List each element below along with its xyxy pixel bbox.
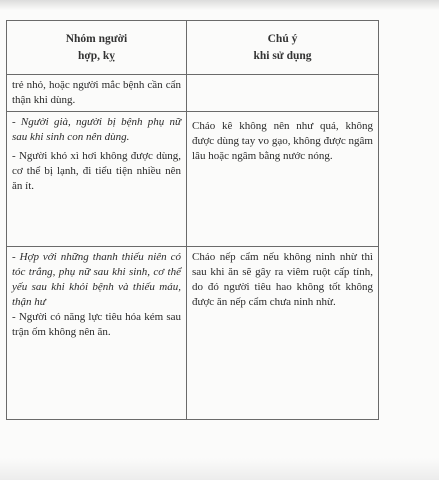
header-group-line1: Nhóm người: [65, 33, 128, 45]
usage-table: [6, 20, 379, 420]
table-row: [7, 75, 379, 112]
header-row: [7, 21, 379, 75]
cell-text: Cháo nếp cẩm nếu không ninh nhừ thì sau khi ăn sẽ gây ra viêm ruột cấp tính, do đó người tiêu hao không tốt không được ăn nếp cẩm chưa ninh nhừ.: [192, 251, 373, 308]
cell-notes: [187, 112, 379, 247]
cell-text: - Người có năng lực tiêu hóa kém sau trận ốm không nên ăn.: [12, 311, 181, 338]
cell-notes: [187, 75, 379, 112]
header-group: [7, 21, 187, 75]
cell-text: trẻ nhỏ, hoặc người mắc bệnh cần cẩn thận khi dùng.: [12, 79, 181, 106]
header-group-line2: hợp, kỵ: [77, 50, 116, 62]
header-notes-line1: Chú ý: [267, 33, 298, 45]
header-notes-line2: khi sử dụng: [253, 50, 312, 62]
cell-text: - Người già, người bị bệnh phụ nữ sau khi sinh con nên dùng.: [12, 116, 181, 143]
header-notes: [187, 21, 379, 75]
cell-group: [7, 247, 187, 420]
cell-notes: [187, 247, 379, 420]
cell-group: [7, 112, 187, 247]
page-bottom-edge: [0, 458, 439, 480]
cell-text: - Hợp với những thanh thiếu niên có tóc trắng, phụ nữ sau khi sinh, cơ thể yếu sau khi khỏi bệnh và thiếu máu, thận hư: [12, 251, 181, 308]
page-top-edge: [0, 0, 439, 10]
cell-text: - Người khó xì hơi không được dùng, cơ thể bị lạnh, đi tiểu tiện nhiều nên ăn ít.: [12, 150, 181, 192]
table-row: [7, 247, 379, 420]
cell-text: Cháo kê không nên như quá, không được dùng tay vo gạo, không được ngâm lâu hoặc ngâm bằng nước nóng.: [192, 120, 373, 162]
cell-group: [7, 75, 187, 112]
table-row: [7, 112, 379, 247]
